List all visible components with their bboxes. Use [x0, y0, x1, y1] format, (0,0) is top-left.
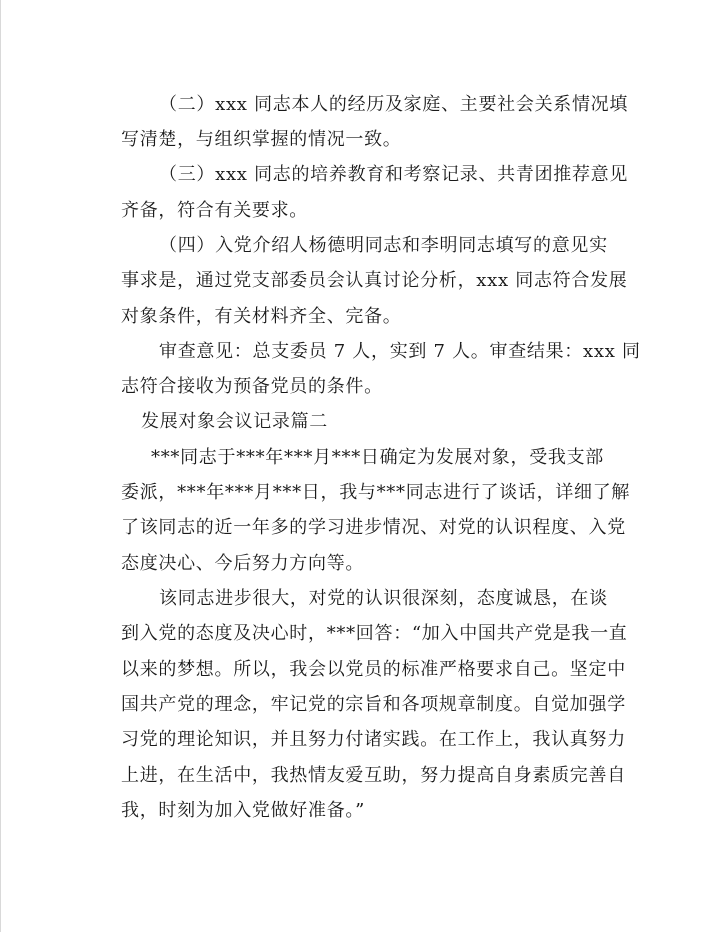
text-line: 齐备，符合有关要求。 — [121, 200, 308, 221]
section-heading: 发展对象会议记录篇二 — [141, 411, 328, 432]
text-line: 志符合接收为预备党员的条件。 — [121, 376, 383, 397]
text-line: 委派，***年***月***日，我与***同志进行了谈话，详细了解 — [121, 482, 631, 503]
text-line: 我，时刻为加入党做好准备。” — [121, 800, 366, 821]
text-line: 该同志进步很大，对党的认识很深刻，态度诚恳，在谈 — [159, 588, 608, 609]
text-line: 态度决心、今后努力方向等。 — [121, 553, 365, 574]
text-line: （四）入党介绍人杨德明同志和李明同志填写的意见实 — [159, 235, 608, 256]
text-line: 写清楚，与组织掌握的情况一致。 — [121, 129, 402, 150]
text-line: 了该同志的近一年多的学习进步情况、对党的认识程度、入党 — [121, 517, 626, 538]
text-line: （二）xxx 同志本人的经历及家庭、主要社会关系情况填 — [159, 94, 629, 115]
text-line: 习党的理论知识，并且努力付诸实践。在工作上，我认真努力 — [121, 729, 626, 750]
text-line: ***同志于***年***月***日确定为发展对象，受我支部 — [151, 447, 604, 468]
text-line: 到入党的态度及决心时，***回答：“加入中国共产党是我一直 — [121, 623, 628, 644]
text-line: 对象条件，有关材料齐全、完备。 — [121, 306, 402, 327]
text-line: （三）xxx 同志的培养教育和考察记录、共青团推荐意见 — [159, 164, 629, 185]
text-line: 审查意见：总支委员 7 人，实到 7 人。审查结果：xxx 同 — [159, 341, 641, 362]
text-line: 事求是，通过党支部委员会认真讨论分析，xxx 同志符合发展 — [121, 270, 628, 291]
text-line: 以来的梦想。所以，我会以党员的标准严格要求自己。坚定中 — [121, 659, 626, 680]
text-line: 上进，在生活中，我热情友爱互助，努力提高自身素质完善自 — [121, 765, 626, 786]
text-line: 国共产党的理念，牢记党的宗旨和各项规章制度。自觉加强学 — [121, 694, 626, 715]
